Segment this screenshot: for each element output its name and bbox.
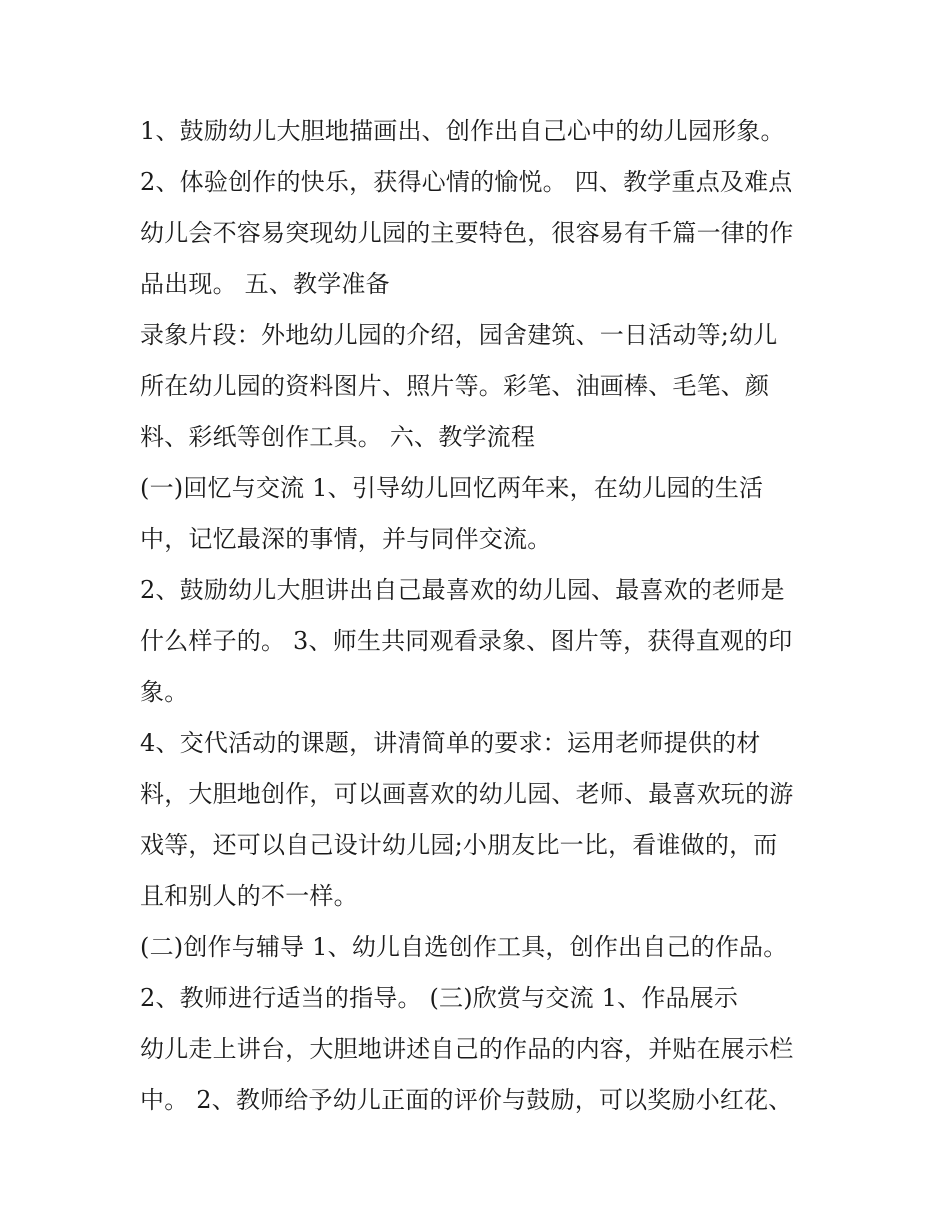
text-line: 2、体验创作的快乐，获得心情的愉悦。 四、教学重点及难点 bbox=[140, 168, 793, 196]
text-line: 戏等，还可以自己设计幼儿园;小朋友比一比，看谁做的，而 bbox=[140, 831, 778, 859]
text-line: 中，记忆最深的事情，并与同伴交流。 bbox=[140, 525, 552, 553]
text-line: 幼儿会不容易突现幼儿园的主要特色，很容易有千篇一律的作 bbox=[140, 219, 794, 247]
text-line: 什么样子的。 3、师生共同观看录象、图片等，获得直观的印 bbox=[140, 627, 793, 655]
text-line: 幼儿走上讲台，大胆地讲述自己的作品的内容，并贴在展示栏 bbox=[140, 1035, 794, 1063]
document-body bbox=[140, 106, 840, 1126]
text-line: 2、教师进行适当的指导。 (三)欣赏与交流 1、作品展示 bbox=[140, 984, 739, 1012]
text-line: 2、鼓励幼儿大胆讲出自己最喜欢的幼儿园、最喜欢的老师是 bbox=[140, 576, 785, 604]
text-line: 且和别人的不一样。 bbox=[140, 882, 358, 910]
text-line: 4、交代活动的课题，讲清简单的要求：运用老师提供的材 bbox=[140, 729, 761, 757]
text-line: 象。 bbox=[140, 678, 189, 706]
text-line: 品出现。 五、教学准备 bbox=[140, 270, 390, 298]
text-line: 所在幼儿园的资料图片、照片等。彩笔、油画棒、毛笔、颜 bbox=[140, 372, 770, 400]
text-line: (二)创作与辅导 1、幼儿自选创作工具，创作出自己的作品。 bbox=[140, 933, 788, 961]
text-line: 1、鼓励幼儿大胆地描画出、创作出自己心中的幼儿园形象。 bbox=[140, 117, 785, 145]
text-line: 料，大胆地创作，可以画喜欢的幼儿园、老师、最喜欢玩的游 bbox=[140, 780, 794, 808]
text-line: 料、彩纸等创作工具。 六、教学流程 bbox=[140, 423, 536, 451]
text-line: 录象片段：外地幼儿园的介绍，园舍建筑、一日活动等;幼儿 bbox=[140, 321, 778, 349]
text-line: 中。 2、教师给予幼儿正面的评价与鼓励，可以奖励小红花、 bbox=[140, 1086, 793, 1114]
text-line: (一)回忆与交流 1、引导幼儿回忆两年来，在幼儿园的生活 bbox=[140, 474, 764, 502]
